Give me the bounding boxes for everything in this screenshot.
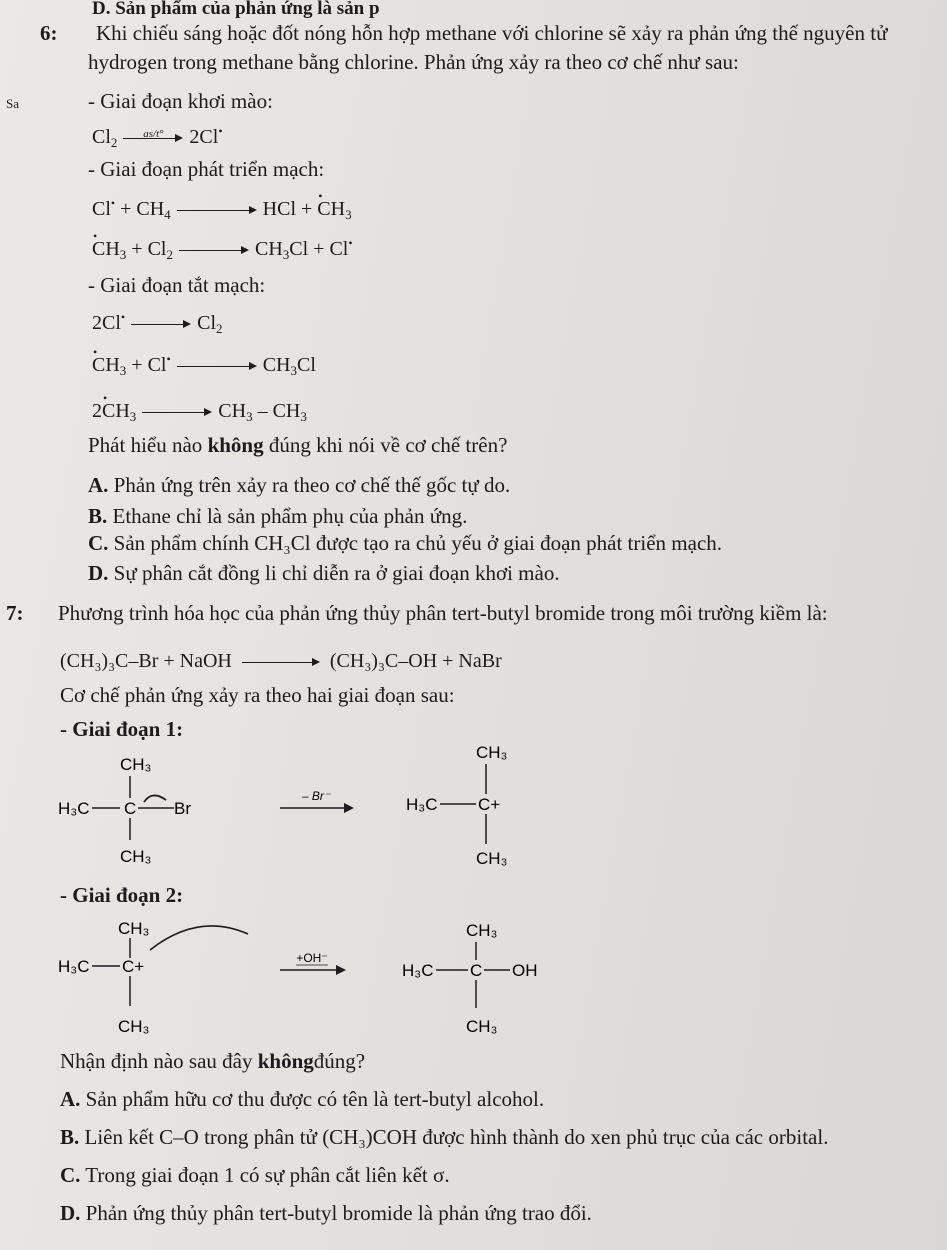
option-text: Sự phân cắt đồng li chỉ diễn ra ở giai đoạn khơi mào. [113, 561, 560, 585]
margin-note: Sa [6, 96, 19, 111]
q6-option-a[interactable] [88, 472, 510, 498]
arrow-head-icon [344, 803, 354, 813]
option-key: A. [88, 473, 109, 497]
h3c-left: H₃C [58, 799, 90, 818]
option-text: Phản ứng thủy phân tert-butyl bromide là phản ứng trao đổi. [85, 1201, 592, 1225]
option-key: D. [88, 561, 109, 585]
ch3-top-product: CH₃ [466, 921, 498, 940]
q7-stage1-scheme [58, 744, 618, 874]
option-key: C. [88, 531, 109, 555]
q7-question-text: Nhận định nào sau đây [60, 1049, 253, 1073]
eq-left: (CH₃)₃C–Br + NaOH [60, 650, 232, 672]
q7-option-b[interactable] [60, 1124, 828, 1150]
q6-eq-initiation: $Cl_2$ as/t° 2Cl• [92, 124, 223, 150]
q7-question-end: đúng? [313, 1049, 366, 1073]
q7-question [60, 1048, 365, 1074]
oh-label: OH [512, 961, 538, 980]
q7-number: 7: [6, 601, 24, 625]
option-text: Liên kết C–O trong phân tử (CH₃)COH được hình thành do xen phủ trục của các orbital. [84, 1125, 829, 1149]
q7-option-c[interactable] [60, 1162, 450, 1188]
q7-overall-equation [60, 648, 502, 674]
curved-arrow-icon [150, 926, 248, 950]
q6-question-bold: không [207, 433, 264, 457]
q7-stage2-label: - Giai đoạn 2: [60, 883, 184, 907]
q6-stage1-label: - Giai đoạn khơi mào: [88, 89, 273, 113]
ch3-bottom-product: CH₃ [466, 1017, 498, 1036]
q6-intro-line2: hydrogen trong methane bằng chlorine. Phản ứng xảy ra theo cơ chế như sau: [88, 50, 739, 74]
q7-option-d[interactable] [60, 1200, 592, 1226]
q6-eq-propagation-2: • $CH_3 + Cl_2$ $CH_3Cl + Cl^•$ [92, 236, 353, 262]
option-text: Ethane chỉ là sản phẩm phụ của phản ứng. [112, 504, 468, 528]
eq-right: (CH₃)₃C–OH + NaBr [329, 650, 502, 672]
h3c-product: H₃C [402, 961, 434, 980]
option-key: B. [88, 504, 108, 528]
h3c-cation: H₃C [406, 795, 438, 814]
q7-stage2-scheme [58, 910, 618, 1044]
ch3-bottom: CH₃ [118, 1017, 150, 1036]
prev-option-d: D. Sản phẩm của phản ứng là sản p [92, 0, 380, 19]
option-key: B. [60, 1125, 80, 1149]
q6-question-end: đúng khi nói về cơ chế trên? [268, 433, 508, 457]
carbocation: C+ [122, 957, 145, 976]
q7-stage1-label: - Giai đoạn 1: [60, 717, 184, 741]
ch3-bottom-cation: CH₃ [476, 849, 508, 868]
option-key: A. [60, 1087, 81, 1111]
central-c-product: C [470, 961, 483, 980]
q6-option-c[interactable] [88, 530, 722, 556]
arrow-label: – Br⁻ [301, 789, 331, 803]
q6-eq-termination-3: 2• $CH_3$ $CH_3 - CH_3$ [92, 398, 307, 424]
condition-label: as/t° [143, 128, 164, 141]
q7-mechanism-line: Cơ chế phản ứng xảy ra theo hai giai đoạn sau: [60, 683, 455, 707]
br-label: Br [174, 799, 191, 818]
q6-eq-termination-2: • $CH_3 + Cl^•$ $CH_3Cl$ [92, 352, 316, 378]
q6-eq-propagation-1: $Cl^• + CH_4$ HCl + • $CH_3$ [92, 196, 352, 222]
ch3-top: CH₃ [118, 919, 150, 938]
h3c-left: H₃C [58, 957, 90, 976]
ch3-bottom: CH₃ [120, 847, 152, 866]
q6-intro-line1: Khi chiếu sáng hoặc đốt nóng hỗn hợp methane với chlorine sẽ xảy ra phản ứng thế nguyên tử [96, 21, 888, 45]
q6-number: 6: [40, 21, 58, 45]
arrow-label: +OH⁻ [296, 951, 328, 965]
ch3-top-cation: CH₃ [476, 744, 508, 762]
carbocation: C+ [478, 795, 501, 814]
q6-option-d[interactable] [88, 560, 560, 586]
q7-question-bold: không [257, 1049, 314, 1073]
q6-option-b[interactable] [88, 503, 467, 529]
option-key: C. [60, 1163, 81, 1187]
q6-stage2-label: - Giai đoạn phát triển mạch: [88, 157, 325, 181]
option-text: Phản ứng trên xảy ra theo cơ chế thế gốc tự do. [113, 473, 511, 497]
option-text: Trong giai đoạn 1 có sự phân cắt liên kết σ. [85, 1163, 450, 1187]
ch3-top: CH₃ [120, 755, 152, 774]
q7-option-a[interactable] [60, 1086, 544, 1112]
q6-stage3-label: - Giai đoạn tắt mạch: [88, 273, 266, 297]
q7-intro: Phương trình hóa học của phản ứng thủy phân tert-butyl bromide trong môi trường kiềm là: [58, 601, 828, 625]
q6-question [88, 432, 507, 458]
curved-arrow-icon [144, 795, 166, 802]
q6-question-text: Phát hiểu nào [88, 433, 203, 457]
q6-eq-termination-1: 2Cl• $Cl_2$ [92, 310, 223, 336]
option-text: Sản phẩm hữu cơ thu được có tên là tert-butyl alcohol. [85, 1087, 545, 1111]
arrow-head-icon [336, 965, 346, 975]
option-text: Sản phẩm chính CH₃Cl được tạo ra chủ yếu ở giai đoạn phát triển mạch. [113, 531, 723, 555]
option-key: D. [60, 1201, 81, 1225]
central-c: C [124, 799, 137, 818]
